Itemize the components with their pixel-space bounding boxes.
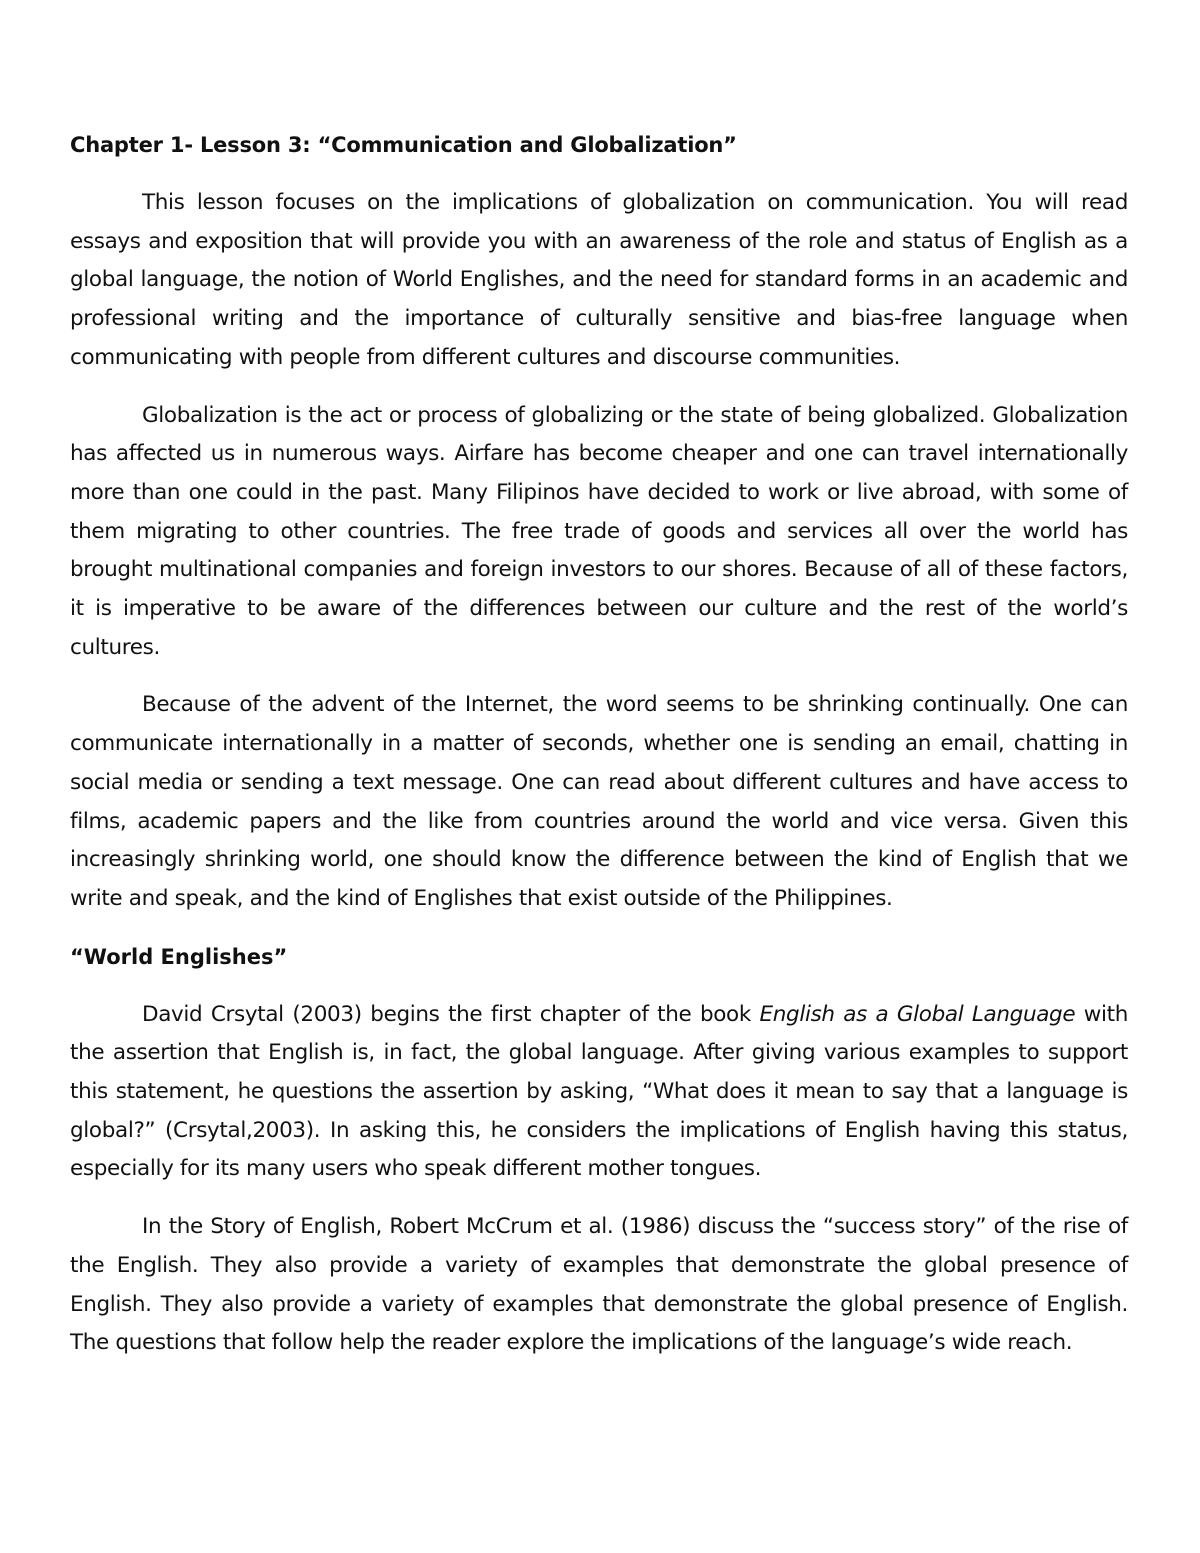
crystal-paragraph (70, 996, 1128, 1190)
chapter-heading: Chapter 1- Lesson 3: “Communication and Globalization” (70, 133, 737, 157)
crystal-paragraph-body: with the assertion that English is, in fact, the global language. After giving various examples to support this statement, he questions the assertion by asking, “What does it mean to say that a language is global?” (Crsytal,2003). In asking this, he considers the implications of English having this status, especially for its many users who speak different mother tongues. (70, 1001, 1129, 1182)
book-title: English as a Global Language (759, 1001, 1076, 1027)
document-body (70, 126, 1128, 1382)
intro-paragraph: This lesson focuses on the implications of globalization on communication. You will read essays and exposition that will provide you with an awareness of the role and status of English as a global language, the notion of World Englishes, and the need for standard forms in an academic and professional writing and the importance of culturally sensitive and bias-free language when communicating with people from different cultures and discourse communities. (70, 190, 1128, 370)
section-heading-world-englishes: “World Englishes” (70, 944, 288, 969)
internet-paragraph: Because of the advent of the Internet, the word seems to be shrinking continually. One can communicate internationally in a matter of seconds, whether one is sending an email, chatting in social media or sending a text message. One can read about different cultures and have access to films, academic papers and the like from countries around the world and vice versa. Given this increasingly shrinking world, one should know the difference between the kind of English that we write and speak, and the kind of Englishes that exist outside of the Philippines. (70, 692, 1128, 911)
crystal-paragraph-intro: David Crsytal (2003) begins the first chapter of the book (142, 1001, 760, 1027)
mccrum-paragraph: In the Story of English, Robert McCrum et al. (1986) discuss the “success story” of the rise of the English. They also provide a variety of examples that demonstrate the global presence of English. They also provide a variety of examples that demonstrate the global presence of English. The questions that follow help the reader explore the implications of the language’s wide reach. (70, 1214, 1128, 1356)
globalization-paragraph: Globalization is the act or process of globalizing or the state of being globalized. Globalization has affected us in numerous ways. Airfare has become cheaper and one can travel internationally more than one could in the past. Many Filipinos have decided to work or live abroad, with some of them migrating to other countries. The free trade of goods and services all over the world has brought multinational companies and foreign investors to our shores. Because of all of these factors, it is imperative to be aware of the differences between our culture and the rest of the world’s cultures. (70, 402, 1128, 660)
